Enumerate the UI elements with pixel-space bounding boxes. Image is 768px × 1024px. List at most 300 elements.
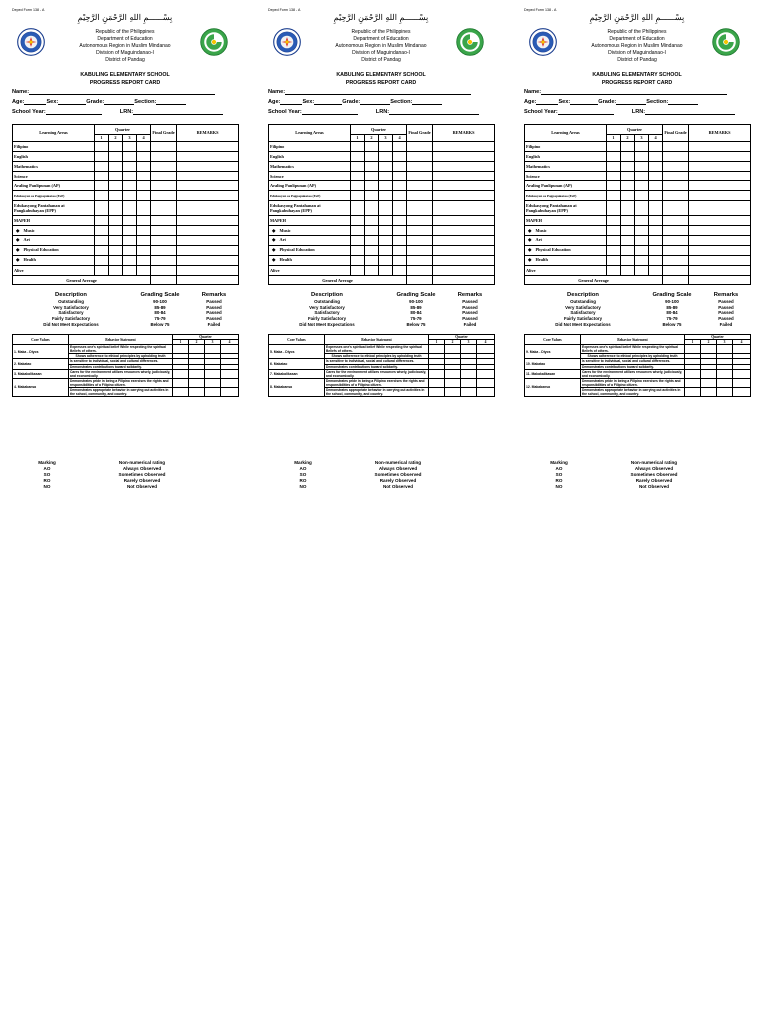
grade-input-cell[interactable] xyxy=(95,181,109,191)
rating-input-cell[interactable] xyxy=(701,345,717,354)
grade-input-cell[interactable] xyxy=(621,226,635,236)
grade-input-cell[interactable] xyxy=(109,245,123,255)
grade-input-cell[interactable] xyxy=(151,255,177,265)
grade-input-cell[interactable] xyxy=(365,171,379,181)
grade-input-cell[interactable] xyxy=(663,161,689,171)
grade-input-cell[interactable] xyxy=(407,236,433,246)
grade-input-cell[interactable] xyxy=(177,151,239,161)
grade-input-cell[interactable] xyxy=(379,236,393,246)
grade-input-cell[interactable] xyxy=(663,245,689,255)
grade-input-cell[interactable] xyxy=(649,216,663,226)
grade-input-cell[interactable] xyxy=(649,151,663,161)
grade-input-cell[interactable] xyxy=(407,181,433,191)
grade-input-cell[interactable] xyxy=(137,201,151,216)
grade-input-cell[interactable] xyxy=(393,265,407,275)
grade-input-cell[interactable] xyxy=(151,201,177,216)
grade-input-cell[interactable] xyxy=(407,255,433,265)
grade-input-cell[interactable] xyxy=(351,151,365,161)
grade-input-cell[interactable] xyxy=(393,226,407,236)
grade-input-cell[interactable] xyxy=(607,171,621,181)
grade-input-cell[interactable] xyxy=(607,226,621,236)
grade-input-cell[interactable] xyxy=(365,245,379,255)
rating-input-cell[interactable] xyxy=(445,378,461,387)
grade-input-cell[interactable] xyxy=(365,216,379,226)
grade-input-cell[interactable] xyxy=(433,201,495,216)
grade-input-cell[interactable] xyxy=(407,161,433,171)
grade-input-cell[interactable] xyxy=(689,216,751,226)
grade-input-cell[interactable] xyxy=(379,201,393,216)
grade-input-cell[interactable] xyxy=(635,265,649,275)
rating-input-cell[interactable] xyxy=(701,388,717,397)
grade-input-cell[interactable] xyxy=(621,245,635,255)
grade-input-cell[interactable] xyxy=(649,201,663,216)
rating-input-cell[interactable] xyxy=(221,388,239,397)
grade-input-cell[interactable] xyxy=(607,201,621,216)
grade-input-cell[interactable] xyxy=(607,245,621,255)
rating-input-cell[interactable] xyxy=(477,369,495,378)
grade-input-cell[interactable] xyxy=(433,171,495,181)
grade-input-cell[interactable] xyxy=(137,255,151,265)
grade-input-cell[interactable] xyxy=(663,151,689,161)
grade-input-cell[interactable] xyxy=(607,265,621,275)
age-field[interactable] xyxy=(280,99,302,105)
rating-input-cell[interactable] xyxy=(701,369,717,378)
general-average-remarks-cell[interactable] xyxy=(433,275,495,285)
grade-input-cell[interactable] xyxy=(433,265,495,275)
grade-input-cell[interactable] xyxy=(351,161,365,171)
grade-input-cell[interactable] xyxy=(151,216,177,226)
rating-input-cell[interactable] xyxy=(461,378,477,387)
general-average-cell[interactable] xyxy=(407,275,433,285)
rating-input-cell[interactable] xyxy=(429,388,445,397)
rating-input-cell[interactable] xyxy=(173,345,189,354)
grade-input-cell[interactable] xyxy=(109,226,123,236)
grade-input-cell[interactable] xyxy=(379,255,393,265)
grade-input-cell[interactable] xyxy=(351,245,365,255)
grade-input-cell[interactable] xyxy=(621,236,635,246)
grade-input-cell[interactable] xyxy=(393,245,407,255)
rating-input-cell[interactable] xyxy=(461,369,477,378)
grade-input-cell[interactable] xyxy=(109,191,123,201)
grade-input-cell[interactable] xyxy=(151,191,177,201)
grade-input-cell[interactable] xyxy=(663,171,689,181)
general-average-remarks-cell[interactable] xyxy=(177,275,239,285)
grade-input-cell[interactable] xyxy=(95,265,109,275)
general-average-remarks-cell[interactable] xyxy=(689,275,751,285)
grade-input-cell[interactable] xyxy=(379,141,393,151)
grade-input-cell[interactable] xyxy=(177,265,239,275)
grade-input-cell[interactable] xyxy=(351,201,365,216)
age-field[interactable] xyxy=(24,99,46,105)
rating-input-cell[interactable] xyxy=(429,369,445,378)
grade-input-cell[interactable] xyxy=(393,171,407,181)
grade-input-cell[interactable] xyxy=(351,236,365,246)
grade-input-cell[interactable] xyxy=(123,201,137,216)
grade-input-cell[interactable] xyxy=(635,181,649,191)
grade-input-cell[interactable] xyxy=(123,151,137,161)
grade-input-cell[interactable] xyxy=(689,226,751,236)
grade-input-cell[interactable] xyxy=(635,191,649,201)
rating-input-cell[interactable] xyxy=(445,388,461,397)
general-average-cell[interactable] xyxy=(151,275,177,285)
grade-input-cell[interactable] xyxy=(689,255,751,265)
rating-input-cell[interactable] xyxy=(733,369,751,378)
rating-input-cell[interactable] xyxy=(173,388,189,397)
grade-input-cell[interactable] xyxy=(379,171,393,181)
grade-input-cell[interactable] xyxy=(177,191,239,201)
grade-input-cell[interactable] xyxy=(95,151,109,161)
grade-input-cell[interactable] xyxy=(95,171,109,181)
grade-input-cell[interactable] xyxy=(95,245,109,255)
grade-input-cell[interactable] xyxy=(379,265,393,275)
grade-input-cell[interactable] xyxy=(109,265,123,275)
grade-input-cell[interactable] xyxy=(649,245,663,255)
grade-input-cell[interactable] xyxy=(177,216,239,226)
grade-input-cell[interactable] xyxy=(95,236,109,246)
grade-input-cell[interactable] xyxy=(177,181,239,191)
grade-input-cell[interactable] xyxy=(649,236,663,246)
grade-input-cell[interactable] xyxy=(123,161,137,171)
grade-input-cell[interactable] xyxy=(123,245,137,255)
grade-input-cell[interactable] xyxy=(689,191,751,201)
school-year-field[interactable] xyxy=(46,109,102,115)
grade-input-cell[interactable] xyxy=(607,181,621,191)
grade-input-cell[interactable] xyxy=(663,265,689,275)
rating-input-cell[interactable] xyxy=(685,388,701,397)
grade-input-cell[interactable] xyxy=(635,141,649,151)
grade-input-cell[interactable] xyxy=(649,255,663,265)
grade-input-cell[interactable] xyxy=(635,151,649,161)
grade-input-cell[interactable] xyxy=(151,181,177,191)
grade-input-cell[interactable] xyxy=(663,201,689,216)
grade-input-cell[interactable] xyxy=(365,265,379,275)
rating-input-cell[interactable] xyxy=(477,378,495,387)
grade-input-cell[interactable] xyxy=(123,171,137,181)
grade-input-cell[interactable] xyxy=(177,161,239,171)
grade-input-cell[interactable] xyxy=(151,151,177,161)
grade-input-cell[interactable] xyxy=(123,181,137,191)
grade-input-cell[interactable] xyxy=(393,201,407,216)
rating-input-cell[interactable] xyxy=(445,369,461,378)
grade-input-cell[interactable] xyxy=(365,236,379,246)
grade-input-cell[interactable] xyxy=(137,191,151,201)
grade-input-cell[interactable] xyxy=(365,191,379,201)
grade-input-cell[interactable] xyxy=(393,181,407,191)
grade-input-cell[interactable] xyxy=(621,201,635,216)
grade-input-cell[interactable] xyxy=(351,255,365,265)
grade-input-cell[interactable] xyxy=(407,201,433,216)
grade-input-cell[interactable] xyxy=(663,226,689,236)
grade-input-cell[interactable] xyxy=(137,141,151,151)
grade-input-cell[interactable] xyxy=(621,265,635,275)
grade-input-cell[interactable] xyxy=(635,216,649,226)
grade-input-cell[interactable] xyxy=(137,181,151,191)
grade-input-cell[interactable] xyxy=(689,151,751,161)
grade-input-cell[interactable] xyxy=(689,141,751,151)
rating-input-cell[interactable] xyxy=(205,378,221,387)
rating-input-cell[interactable] xyxy=(429,378,445,387)
grade-input-cell[interactable] xyxy=(109,255,123,265)
name-field[interactable] xyxy=(541,89,727,95)
grade-input-cell[interactable] xyxy=(607,255,621,265)
rating-input-cell[interactable] xyxy=(173,369,189,378)
grade-input-cell[interactable] xyxy=(379,161,393,171)
grade-input-cell[interactable] xyxy=(151,161,177,171)
section-field[interactable] xyxy=(156,99,186,105)
grade-input-cell[interactable] xyxy=(649,181,663,191)
grade-input-cell[interactable] xyxy=(151,236,177,246)
grade-input-cell[interactable] xyxy=(433,245,495,255)
rating-input-cell[interactable] xyxy=(717,378,733,387)
grade-input-cell[interactable] xyxy=(123,141,137,151)
grade-input-cell[interactable] xyxy=(177,201,239,216)
school-year-field[interactable] xyxy=(302,109,358,115)
grade-input-cell[interactable] xyxy=(137,171,151,181)
grade-input-cell[interactable] xyxy=(689,236,751,246)
grade-input-cell[interactable] xyxy=(379,191,393,201)
grade-input-cell[interactable] xyxy=(649,191,663,201)
section-field[interactable] xyxy=(412,99,442,105)
rating-input-cell[interactable] xyxy=(205,388,221,397)
grade-input-cell[interactable] xyxy=(123,265,137,275)
grade-input-cell[interactable] xyxy=(379,151,393,161)
grade-input-cell[interactable] xyxy=(137,245,151,255)
grade-input-cell[interactable] xyxy=(393,216,407,226)
grade-input-cell[interactable] xyxy=(365,151,379,161)
grade-input-cell[interactable] xyxy=(177,236,239,246)
grade-input-cell[interactable] xyxy=(607,161,621,171)
rating-input-cell[interactable] xyxy=(189,345,205,354)
grade-input-cell[interactable] xyxy=(663,141,689,151)
grade-input-cell[interactable] xyxy=(365,255,379,265)
rating-input-cell[interactable] xyxy=(189,388,205,397)
grade-input-cell[interactable] xyxy=(607,191,621,201)
grade-input-cell[interactable] xyxy=(177,226,239,236)
rating-input-cell[interactable] xyxy=(461,345,477,354)
grade-input-cell[interactable] xyxy=(365,201,379,216)
grade-input-cell[interactable] xyxy=(407,216,433,226)
grade-input-cell[interactable] xyxy=(407,151,433,161)
rating-input-cell[interactable] xyxy=(717,388,733,397)
rating-input-cell[interactable] xyxy=(445,345,461,354)
rating-input-cell[interactable] xyxy=(205,345,221,354)
grade-input-cell[interactable] xyxy=(607,216,621,226)
rating-input-cell[interactable] xyxy=(477,345,495,354)
grade-input-cell[interactable] xyxy=(137,226,151,236)
rating-input-cell[interactable] xyxy=(717,345,733,354)
grade-input-cell[interactable] xyxy=(177,141,239,151)
grade-input-cell[interactable] xyxy=(433,151,495,161)
grade-input-cell[interactable] xyxy=(351,265,365,275)
grade-input-cell[interactable] xyxy=(689,201,751,216)
grade-input-cell[interactable] xyxy=(649,141,663,151)
grade-input-cell[interactable] xyxy=(109,236,123,246)
grade-input-cell[interactable] xyxy=(365,141,379,151)
grade-input-cell[interactable] xyxy=(407,265,433,275)
grade-input-cell[interactable] xyxy=(621,151,635,161)
grade-input-cell[interactable] xyxy=(123,255,137,265)
grade-input-cell[interactable] xyxy=(689,171,751,181)
grade-input-cell[interactable] xyxy=(621,171,635,181)
grade-input-cell[interactable] xyxy=(663,255,689,265)
grade-input-cell[interactable] xyxy=(151,141,177,151)
grade-field[interactable] xyxy=(616,99,646,105)
grade-input-cell[interactable] xyxy=(621,161,635,171)
grade-input-cell[interactable] xyxy=(407,226,433,236)
grade-input-cell[interactable] xyxy=(379,226,393,236)
lrn-field[interactable] xyxy=(133,109,223,115)
grade-input-cell[interactable] xyxy=(137,265,151,275)
grade-input-cell[interactable] xyxy=(393,236,407,246)
name-field[interactable] xyxy=(29,89,215,95)
grade-input-cell[interactable] xyxy=(663,236,689,246)
grade-input-cell[interactable] xyxy=(365,181,379,191)
rating-input-cell[interactable] xyxy=(461,388,477,397)
grade-input-cell[interactable] xyxy=(123,236,137,246)
grade-input-cell[interactable] xyxy=(649,161,663,171)
grade-input-cell[interactable] xyxy=(649,265,663,275)
lrn-field[interactable] xyxy=(645,109,735,115)
grade-input-cell[interactable] xyxy=(621,191,635,201)
grade-input-cell[interactable] xyxy=(433,141,495,151)
grade-input-cell[interactable] xyxy=(635,161,649,171)
grade-input-cell[interactable] xyxy=(151,171,177,181)
grade-input-cell[interactable] xyxy=(109,151,123,161)
grade-input-cell[interactable] xyxy=(109,171,123,181)
grade-input-cell[interactable] xyxy=(95,191,109,201)
rating-input-cell[interactable] xyxy=(685,378,701,387)
grade-input-cell[interactable] xyxy=(177,255,239,265)
grade-input-cell[interactable] xyxy=(689,245,751,255)
grade-input-cell[interactable] xyxy=(689,265,751,275)
grade-input-cell[interactable] xyxy=(95,255,109,265)
grade-input-cell[interactable] xyxy=(151,226,177,236)
grade-input-cell[interactable] xyxy=(365,226,379,236)
sex-field[interactable] xyxy=(570,99,598,105)
grade-input-cell[interactable] xyxy=(379,216,393,226)
grade-input-cell[interactable] xyxy=(95,226,109,236)
grade-input-cell[interactable] xyxy=(433,191,495,201)
rating-input-cell[interactable] xyxy=(717,369,733,378)
grade-input-cell[interactable] xyxy=(123,216,137,226)
rating-input-cell[interactable] xyxy=(173,378,189,387)
grade-input-cell[interactable] xyxy=(635,226,649,236)
grade-input-cell[interactable] xyxy=(177,245,239,255)
grade-input-cell[interactable] xyxy=(137,216,151,226)
grade-input-cell[interactable] xyxy=(393,151,407,161)
rating-input-cell[interactable] xyxy=(733,388,751,397)
grade-input-cell[interactable] xyxy=(351,216,365,226)
grade-input-cell[interactable] xyxy=(433,181,495,191)
grade-input-cell[interactable] xyxy=(365,161,379,171)
grade-input-cell[interactable] xyxy=(433,226,495,236)
rating-input-cell[interactable] xyxy=(221,369,239,378)
grade-input-cell[interactable] xyxy=(607,236,621,246)
grade-input-cell[interactable] xyxy=(407,171,433,181)
grade-input-cell[interactable] xyxy=(635,171,649,181)
grade-input-cell[interactable] xyxy=(607,141,621,151)
rating-input-cell[interactable] xyxy=(733,345,751,354)
grade-input-cell[interactable] xyxy=(151,265,177,275)
sex-field[interactable] xyxy=(314,99,342,105)
rating-input-cell[interactable] xyxy=(189,369,205,378)
grade-input-cell[interactable] xyxy=(621,255,635,265)
grade-input-cell[interactable] xyxy=(663,216,689,226)
grade-input-cell[interactable] xyxy=(689,181,751,191)
grade-input-cell[interactable] xyxy=(379,245,393,255)
grade-input-cell[interactable] xyxy=(109,141,123,151)
grade-input-cell[interactable] xyxy=(393,191,407,201)
rating-input-cell[interactable] xyxy=(189,378,205,387)
rating-input-cell[interactable] xyxy=(685,369,701,378)
name-field[interactable] xyxy=(285,89,471,95)
grade-input-cell[interactable] xyxy=(607,151,621,161)
grade-input-cell[interactable] xyxy=(137,236,151,246)
grade-input-cell[interactable] xyxy=(95,216,109,226)
grade-input-cell[interactable] xyxy=(689,161,751,171)
grade-input-cell[interactable] xyxy=(379,181,393,191)
grade-input-cell[interactable] xyxy=(433,216,495,226)
grade-input-cell[interactable] xyxy=(407,191,433,201)
grade-input-cell[interactable] xyxy=(109,161,123,171)
general-average-cell[interactable] xyxy=(663,275,689,285)
rating-input-cell[interactable] xyxy=(685,345,701,354)
grade-input-cell[interactable] xyxy=(137,161,151,171)
grade-input-cell[interactable] xyxy=(351,226,365,236)
grade-input-cell[interactable] xyxy=(635,201,649,216)
section-field[interactable] xyxy=(668,99,698,105)
rating-input-cell[interactable] xyxy=(205,369,221,378)
grade-input-cell[interactable] xyxy=(635,255,649,265)
grade-input-cell[interactable] xyxy=(407,141,433,151)
grade-input-cell[interactable] xyxy=(177,171,239,181)
grade-input-cell[interactable] xyxy=(351,171,365,181)
grade-input-cell[interactable] xyxy=(649,226,663,236)
grade-input-cell[interactable] xyxy=(433,161,495,171)
grade-input-cell[interactable] xyxy=(407,245,433,255)
grade-input-cell[interactable] xyxy=(123,191,137,201)
lrn-field[interactable] xyxy=(389,109,479,115)
grade-input-cell[interactable] xyxy=(393,161,407,171)
grade-input-cell[interactable] xyxy=(351,181,365,191)
grade-field[interactable] xyxy=(104,99,134,105)
grade-input-cell[interactable] xyxy=(109,181,123,191)
grade-input-cell[interactable] xyxy=(95,201,109,216)
rating-input-cell[interactable] xyxy=(477,388,495,397)
grade-input-cell[interactable] xyxy=(151,245,177,255)
sex-field[interactable] xyxy=(58,99,86,105)
grade-input-cell[interactable] xyxy=(95,141,109,151)
rating-input-cell[interactable] xyxy=(221,345,239,354)
rating-input-cell[interactable] xyxy=(701,378,717,387)
grade-input-cell[interactable] xyxy=(433,236,495,246)
school-year-field[interactable] xyxy=(558,109,614,115)
grade-input-cell[interactable] xyxy=(351,191,365,201)
rating-input-cell[interactable] xyxy=(733,378,751,387)
grade-input-cell[interactable] xyxy=(635,245,649,255)
rating-input-cell[interactable] xyxy=(221,378,239,387)
grade-input-cell[interactable] xyxy=(635,236,649,246)
grade-input-cell[interactable] xyxy=(621,216,635,226)
grade-input-cell[interactable] xyxy=(109,216,123,226)
grade-input-cell[interactable] xyxy=(393,255,407,265)
grade-input-cell[interactable] xyxy=(137,151,151,161)
grade-input-cell[interactable] xyxy=(621,141,635,151)
grade-input-cell[interactable] xyxy=(393,141,407,151)
grade-input-cell[interactable] xyxy=(663,191,689,201)
grade-input-cell[interactable] xyxy=(95,161,109,171)
grade-input-cell[interactable] xyxy=(351,141,365,151)
